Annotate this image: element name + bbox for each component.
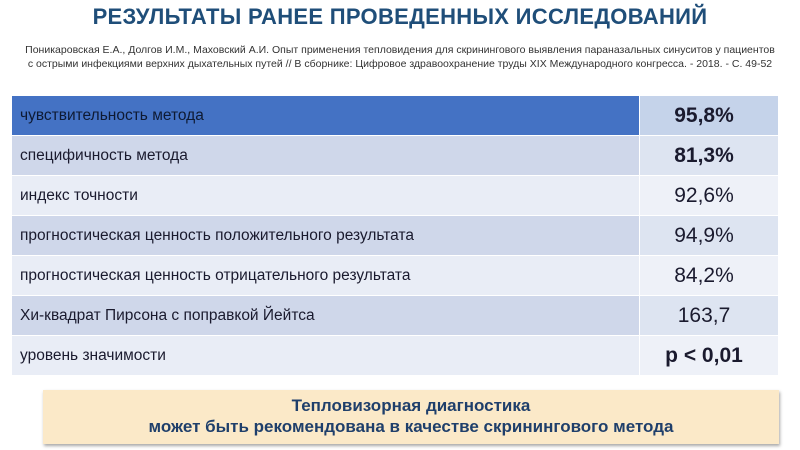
conclusion-line-2: может быть рекомендована в качестве скринингового метода bbox=[148, 417, 674, 436]
citation: Поникаровская Е.А., Долгов И.М., Маховский А.И. Опыт применения тепловидения для скринингового выявления параназальных синуситов у пациентов с острыми инфекциями верхних дыхательных путей // В сборнике: Цифровое здравоохранение труды XIX Международного конгресса. - 2018. - С. 49-52 bbox=[25, 44, 775, 70]
row-value: 94,9% bbox=[640, 216, 779, 256]
row-label: индекс точности bbox=[12, 176, 640, 216]
row-value: 95,8% bbox=[640, 96, 779, 136]
table-row bbox=[12, 96, 779, 136]
row-value: p < 0,01 bbox=[640, 336, 779, 376]
row-label: прогностическая ценность отрицательного результата bbox=[12, 256, 640, 296]
table-row bbox=[12, 256, 779, 296]
table-row bbox=[12, 336, 779, 376]
row-value: 84,2% bbox=[640, 256, 779, 296]
slide-title: РЕЗУЛЬТАТЫ РАНЕЕ ПРОВЕДЕННЫХ ИССЛЕДОВАНИЙ bbox=[92, 4, 708, 29]
conclusion-box bbox=[43, 390, 779, 444]
table-row bbox=[12, 176, 779, 216]
row-label: уровень значимости bbox=[12, 336, 640, 376]
row-value: 81,3% bbox=[640, 136, 779, 176]
table-row bbox=[12, 216, 779, 256]
results-table bbox=[11, 95, 779, 376]
row-label: чувствительность метода bbox=[12, 96, 640, 136]
conclusion-line-1: Тепловизорная диагностика bbox=[291, 396, 531, 415]
table-row bbox=[12, 136, 779, 176]
row-label: прогностическая ценность положительного результата bbox=[12, 216, 640, 256]
row-label: Хи-квадрат Пирсона с поправкой Йейтса bbox=[12, 296, 640, 336]
row-label: специфичность метода bbox=[12, 136, 640, 176]
table-row bbox=[12, 296, 779, 336]
row-value: 92,6% bbox=[640, 176, 779, 216]
row-value: 163,7 bbox=[640, 296, 779, 336]
